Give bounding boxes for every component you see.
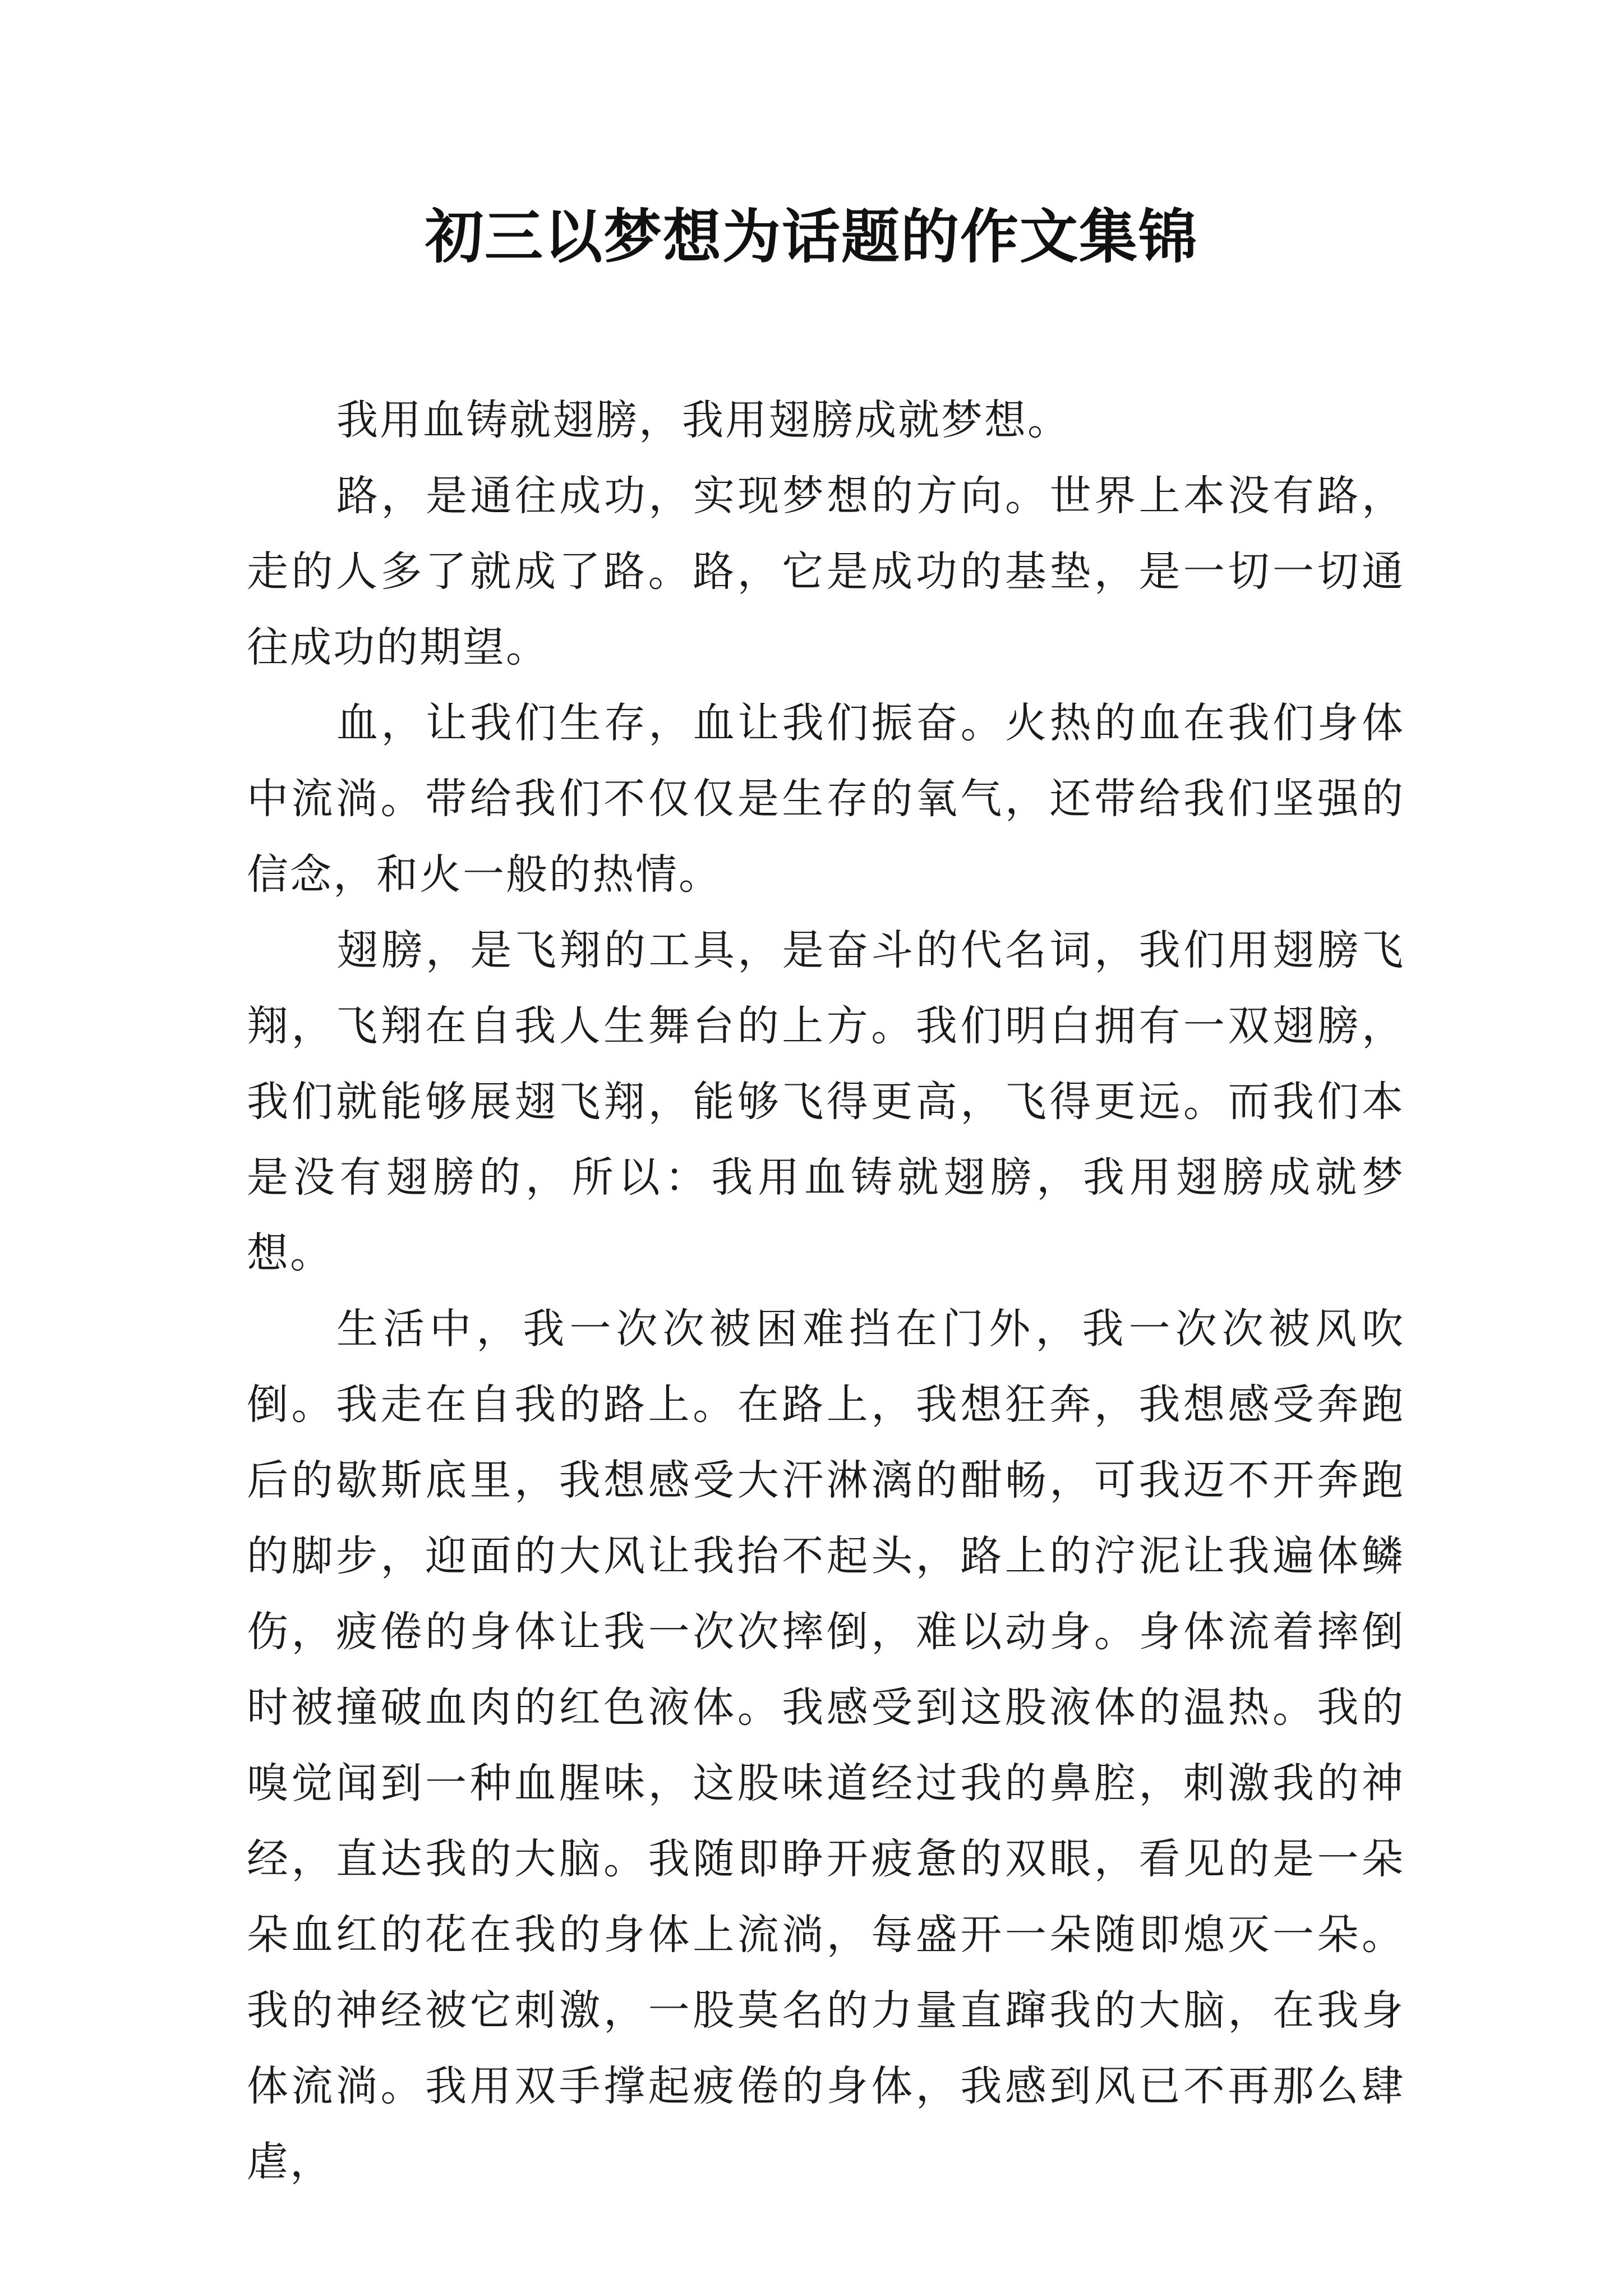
paragraph-5: 生活中，我一次次被困难挡在门外，我一次次被风吹倒。我走在自我的路上。在路上，我想狂奔，我想感受奔跑后的歇斯底里，我想感受大汗淋漓的酣畅，可我迈不开奔跑的脚步，迎面的大风让我抬不起头，路上的泞泥让我遍体鳞伤，疲倦的身体让我一次次摔倒，难以动身。身体流着摔倒时被撞破血肉的红色液体。我感受到这股液体的温热。我的嗅觉闻到一种血腥味，这股味道经过我的鼻腔，刺激我的神经，直达我的大脑。我随即睁开疲惫的双眼，看见的是一朵朵血红的花在我的身体上流淌，每盛开一朵随即熄灭一朵。我的神经被它刺激，一股莫名的力量直蹿我的大脑，在我身体流淌。我用双手撑起疲倦的身体，我感到风已不再那么肆虐， (247, 1305, 1405, 2186)
paragraph-1: 我用血铸就翅膀，我用翅膀成就梦想。 (336, 396, 1071, 444)
paragraph-3: 血，让我们生存，血让我们振奋。火热的血在我们身体中流淌。带给我们不仅仅是生存的氧气，还带给我们坚强的信念，和火一般的热情。 (247, 699, 1405, 899)
document-title: 初三以梦想为话题的作文集锦 (425, 202, 1198, 271)
document-body (247, 383, 1405, 2200)
paragraph-2: 路，是通往成功，实现梦想的方向。世界上本没有路，走的人多了就成了路。路，它是成功的基垫，是一切一切通往成功的期望。 (247, 472, 1405, 671)
paragraph-4: 翅膀，是飞翔的工具，是奋斗的代名词，我们用翅膀飞翔，飞翔在自我人生舞台的上方。我们明白拥有一双翅膀，我们就能够展翅飞翔，能够飞得更高，飞得更远。而我们本是没有翅膀的，所以：我用血铸就翅膀，我用翅膀成就梦想。 (247, 926, 1405, 1277)
